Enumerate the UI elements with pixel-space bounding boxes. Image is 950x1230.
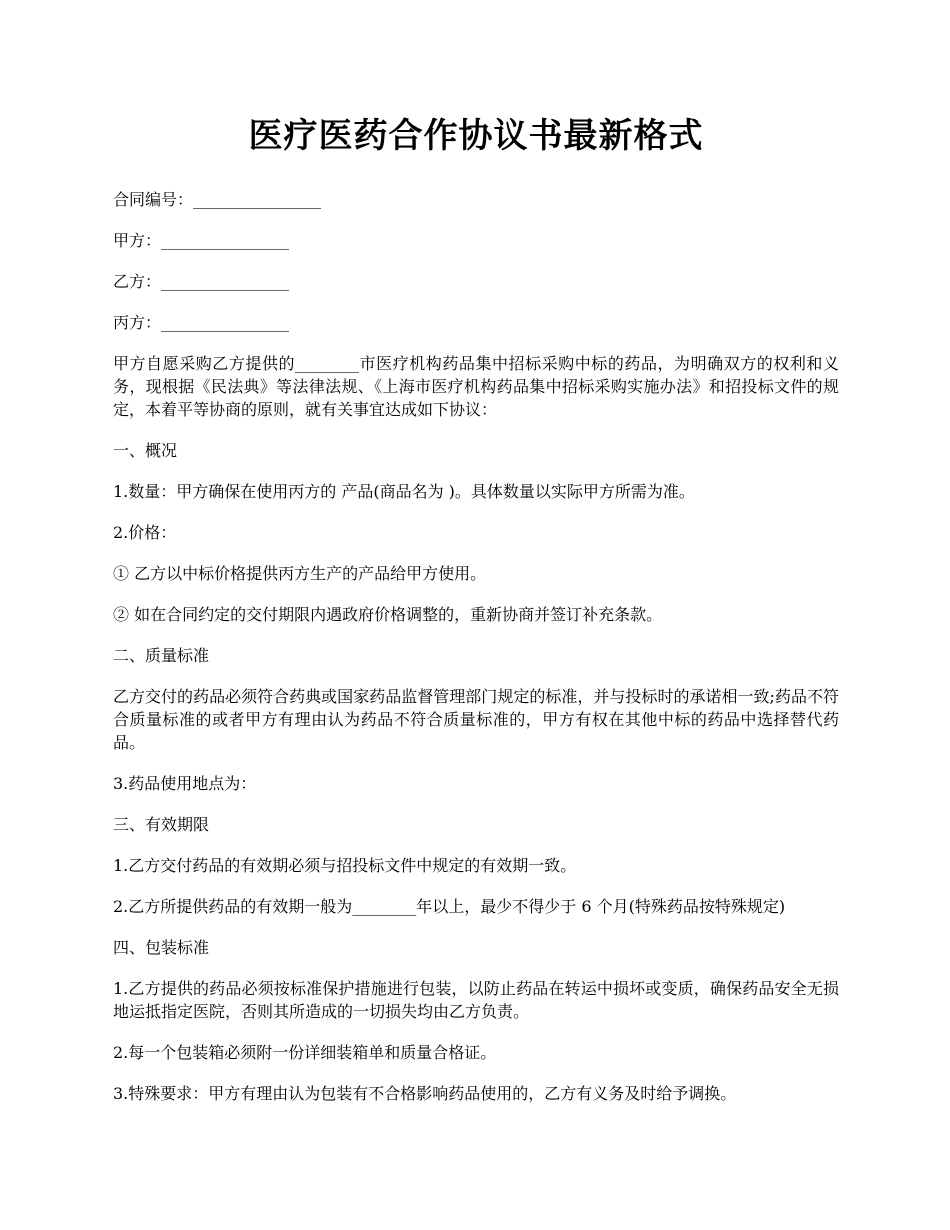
field-blank: ________________ — [193, 190, 322, 209]
clause-validity-1: 1.乙方交付药品的有效期必须与招投标文件中规定的有效期一致。 — [113, 856, 577, 875]
clause-packaging-3: 3.特殊要求：甲方有理由认为包装有不合格影响药品使用的，乙方有义务及时给予调换。 — [113, 1084, 737, 1103]
field-party-b — [113, 270, 839, 293]
intro-paragraph: 甲方自愿采购乙方提供的________市医疗机构药品集中招标采购中标的药品，为明确双方的权利和义务，现根据《民法典》等法律法规、《上海市医疗机构药品集中招标采购实施办法》和招投标文件的规定，本着平等协商的原则，就有关事宜达成如下协议： — [113, 354, 839, 419]
clause-validity-2: 2.乙方所提供药品的有效期一般为________年以上，最少不得少于 6 个月(特殊药品按特殊规定) — [113, 897, 786, 916]
section-heading-overview: 一、概况 — [113, 441, 178, 460]
field-blank: ________________ — [161, 313, 290, 332]
clause-usage-location: 3.药品使用地点为： — [113, 774, 257, 793]
document-title: 医疗医药合作协议书最新格式 — [248, 116, 704, 156]
section-heading-quality: 二、质量标准 — [113, 646, 210, 665]
field-party-c — [113, 311, 839, 334]
document-page — [113, 112, 839, 1123]
clause-packaging-1: 1.乙方提供的药品必须按标准保护措施进行包装，以防止药品在转运中损坏或变质，确保药品安全无损地运抵指定医院，否则其所造成的一切损失均由乙方负责。 — [113, 979, 839, 1021]
clause-quantity: 1.数量：甲方确保在使用丙方的 产品(商品名为 )。具体数量以实际甲方所需为准。 — [113, 482, 695, 501]
clause-price-item-1: ① 乙方以中标价格提供丙方生产的产品给甲方使用。 — [113, 564, 487, 583]
field-label: 合同编号： — [113, 190, 194, 209]
clause-price-item-2: ② 如在合同约定的交付期限内遇政府价格调整的，重新协商并签订补充条款。 — [113, 605, 663, 624]
clause-price: 2.价格： — [113, 523, 177, 542]
field-label: 甲方： — [113, 231, 162, 250]
field-party-a — [113, 229, 839, 252]
clause-packaging-2: 2.每一个包装箱必须附一份详细装箱单和质量合格证。 — [113, 1043, 497, 1062]
field-blank: ________________ — [161, 231, 290, 250]
field-label: 乙方： — [113, 272, 162, 291]
field-blank: ________________ — [161, 272, 290, 291]
field-label: 丙方： — [113, 313, 162, 332]
section-heading-validity: 三、有效期限 — [113, 815, 210, 834]
section-heading-packaging: 四、包装标准 — [113, 938, 210, 957]
clause-quality-standard: 乙方交付的药品必须符合药典或国家药品监督管理部门规定的标准，并与投标时的承诺相一致;药品不符合质量标准的或者甲方有理由认为药品不符合质量标准的，甲方有权在其他中标的药品中选择替代药品。 — [113, 687, 839, 752]
field-contract-number — [113, 188, 839, 211]
